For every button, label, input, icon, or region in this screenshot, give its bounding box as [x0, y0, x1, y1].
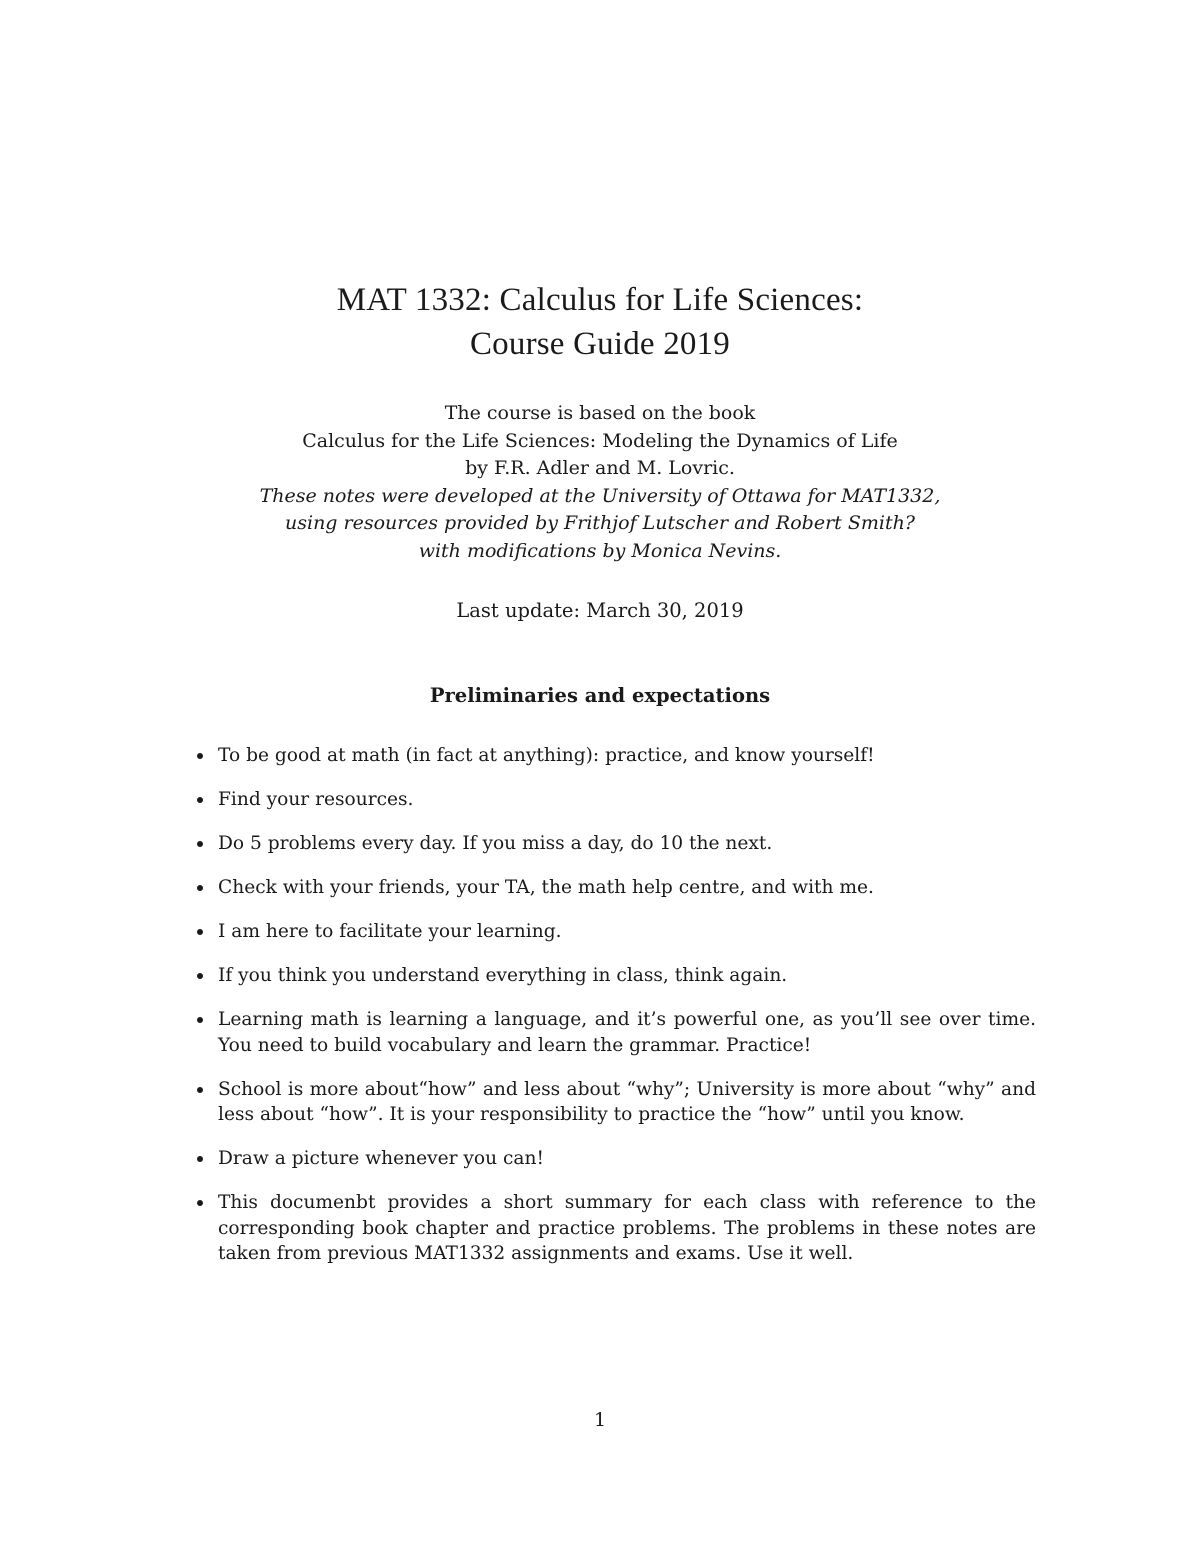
info-line-3: by F.R. Adler and M. Lovric. — [465, 457, 735, 479]
bullet-icon — [197, 841, 203, 847]
bullet-icon — [197, 797, 203, 803]
list-item: Find your resources. — [196, 787, 1036, 813]
bullet-icon — [197, 885, 203, 891]
bullet-icon — [197, 929, 203, 935]
bullet-icon — [197, 753, 203, 759]
list-item: I am here to facilitate your learning. — [196, 919, 1036, 945]
list-item: School is more about“how” and less about “why”; University is more about “why” and less about “how”. It is your responsibility to practice the “how” until you know. — [196, 1077, 1036, 1128]
credits-line-3: with modifications by Monica Nevins. — [418, 539, 782, 562]
document-title — [0, 278, 1200, 366]
bullet-icon — [197, 1200, 203, 1206]
bullet-icon — [197, 973, 203, 979]
page-number: 1 — [593, 1409, 607, 1431]
list-item: Learning math is learning a language, and it’s powerful one, as you’ll see over time. You need to build vocabulary and learn the grammar. Practice! — [196, 1007, 1036, 1058]
credits-line-2: using resources provided by Frithjof Lutscher and Robert Smith? — [285, 512, 915, 534]
title-line-2: Course Guide 2019 — [469, 326, 731, 362]
credits-line-1: These notes were developed at the University of Ottawa for MAT1332, — [259, 484, 941, 507]
list-item: Check with your friends, your TA, the math help centre, and with me. — [196, 875, 1036, 901]
bullet-icon — [197, 1017, 203, 1023]
title-line-1: MAT 1332: Calculus for Life Sciences: — [336, 282, 864, 318]
list-item: This documenbt provides a short summary for each class with reference to the corresponding book chapter and practice problems. The problems in these notes are taken from previous MAT1332 assignments and exams. Use it well. — [196, 1190, 1036, 1267]
info-line-2: Calculus for the Life Sciences: Modeling the Dynamics of Life — [302, 429, 898, 452]
list-item: To be good at math (in fact at anything): practice, and know yourself! — [196, 743, 1036, 769]
expectations-list — [196, 743, 1036, 1285]
list-item: Do 5 problems every day. If you miss a day, do 10 the next. — [196, 831, 1036, 857]
bullet-icon — [197, 1156, 203, 1162]
last-update: Last update: March 30, 2019 — [456, 599, 744, 622]
info-line-1: The course is based on the book — [444, 402, 756, 424]
course-info — [0, 400, 1200, 565]
section-heading: Preliminaries and expectations — [429, 684, 771, 707]
bullet-icon — [197, 1087, 203, 1093]
list-item: Draw a picture whenever you can! — [196, 1146, 1036, 1172]
list-item: If you think you understand everything in class, think again. — [196, 963, 1036, 989]
